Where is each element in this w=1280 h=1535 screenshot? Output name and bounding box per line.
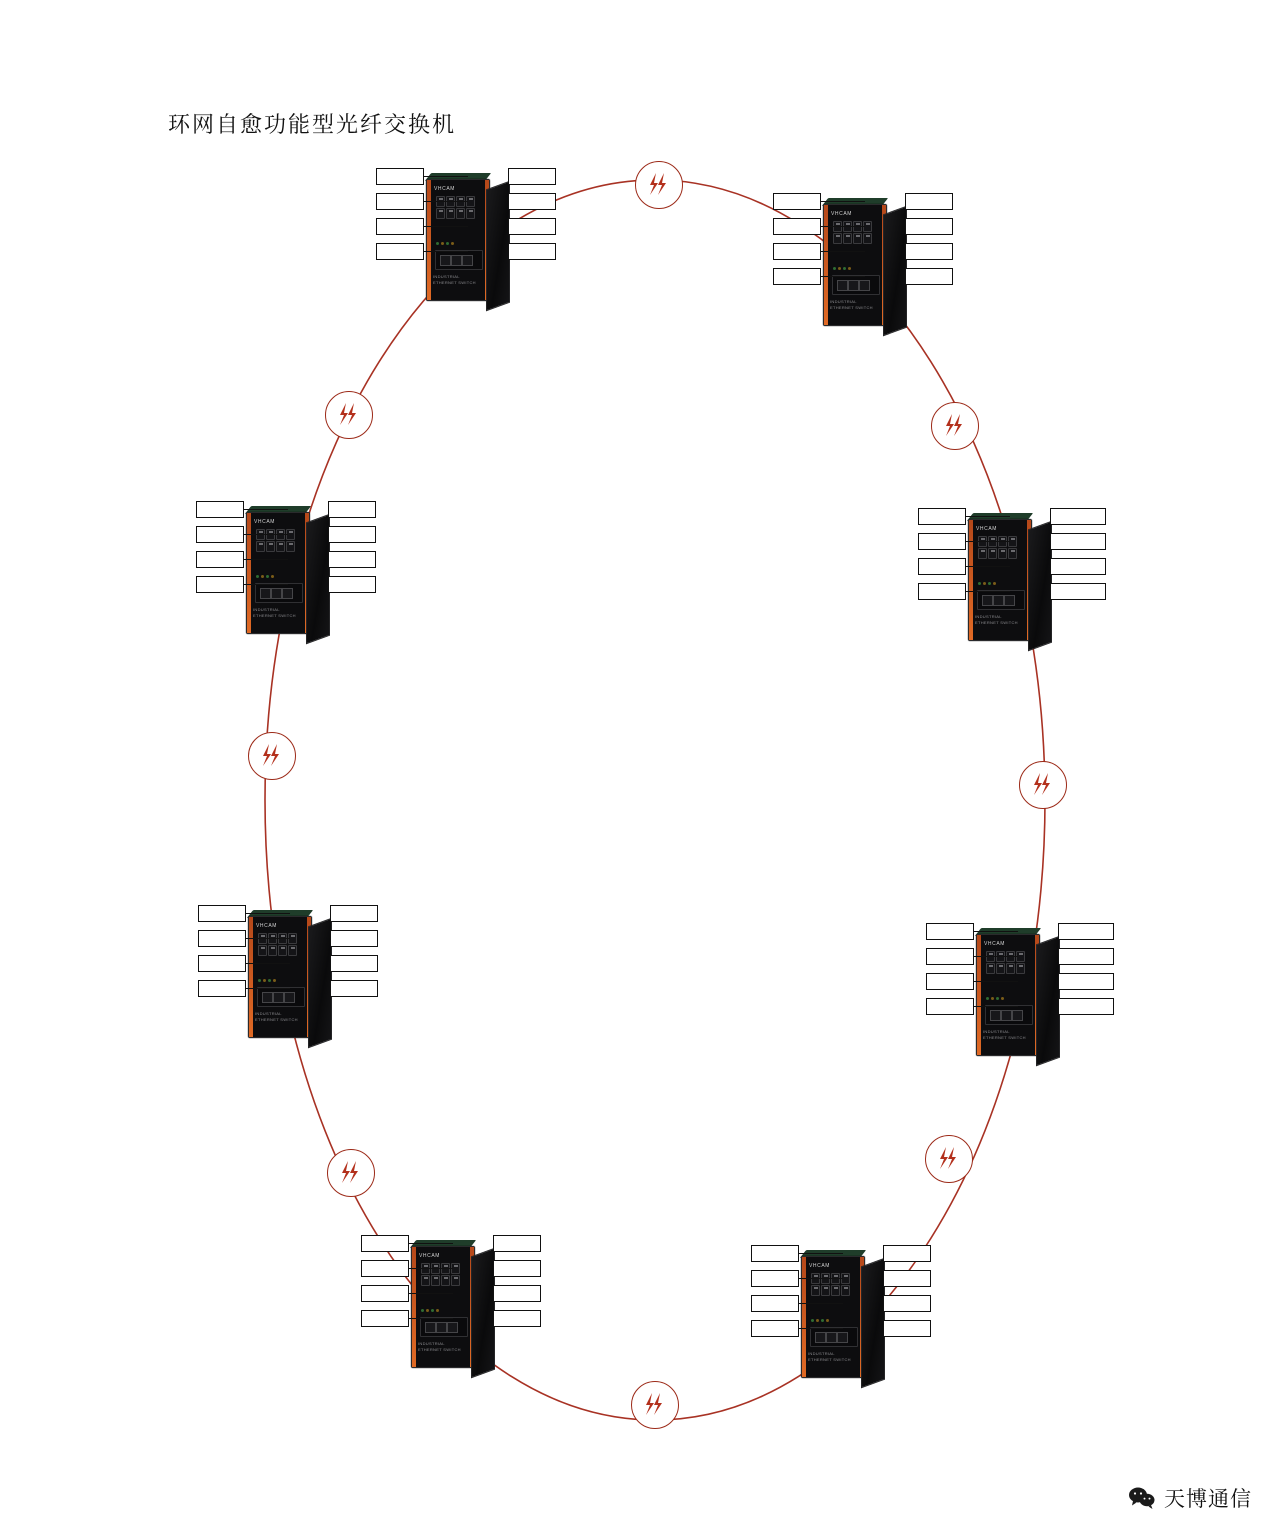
device-brand-label: VHCAM (434, 186, 456, 192)
callout-leader-line (424, 176, 468, 177)
callout-box (198, 930, 246, 947)
callout-box (926, 998, 974, 1015)
device-brand-label: VHCAM (976, 526, 998, 532)
rj45-port (431, 1275, 440, 1286)
callout-box (198, 955, 246, 972)
rj45-port (833, 233, 842, 244)
device-model-label: INDUSTRIAL ETHERNET SWITCH (433, 274, 476, 285)
device-front-panel (976, 934, 1040, 1056)
fiber-port (440, 255, 451, 266)
callout-box (751, 1270, 799, 1287)
ethernet-switch-device (823, 204, 911, 336)
rj45-port (978, 548, 987, 559)
callout-box (328, 526, 376, 543)
fiber-link-marker[interactable] (325, 391, 373, 439)
device-led-row (258, 979, 276, 982)
fiber-port (982, 595, 993, 606)
callout-leader-line (821, 226, 865, 227)
callout-leader-line (821, 201, 865, 202)
device-front-panel (248, 916, 312, 1038)
callout-leader-line (799, 1328, 843, 1329)
ethernet-switch-device (976, 934, 1064, 1066)
callout-box (330, 955, 378, 972)
device-front-panel (968, 519, 1032, 641)
status-led (833, 267, 836, 270)
callout-box (361, 1260, 409, 1277)
callout-box (918, 508, 966, 525)
status-led (436, 1309, 439, 1312)
device-model-label: INDUSTRIAL ETHERNET SWITCH (255, 1011, 298, 1022)
callout-box (883, 1320, 931, 1337)
callout-box (196, 551, 244, 568)
status-led (996, 997, 999, 1000)
callout-box (493, 1235, 541, 1252)
callout-leader-line (799, 1278, 843, 1279)
fiber-link-marker[interactable] (327, 1149, 375, 1197)
rj45-port (843, 233, 852, 244)
rj45-port (288, 945, 297, 956)
fiber-port-bay (255, 583, 303, 603)
callout-box (773, 243, 821, 260)
callout-box (905, 218, 953, 235)
callout-box (361, 1235, 409, 1252)
device-brand-label: VHCAM (254, 519, 276, 525)
callout-box (196, 501, 244, 518)
fiber-port-bay (977, 590, 1025, 610)
device-accent-stripe-left (427, 180, 431, 300)
callout-box (905, 243, 953, 260)
device-model-label: INDUSTRIAL ETHERNET SWITCH (418, 1341, 461, 1352)
device-port-grid (986, 951, 1030, 974)
rj45-port (863, 233, 872, 244)
callout-leader-line (424, 201, 468, 202)
callout-leader-line (409, 1293, 453, 1294)
callout-box (751, 1320, 799, 1337)
callout-leader-line (821, 276, 865, 277)
fiber-port (859, 280, 870, 291)
status-led (273, 979, 276, 982)
device-led-row (421, 1309, 439, 1312)
status-led (978, 582, 981, 585)
fiber-port (1012, 1010, 1023, 1021)
callout-box (1058, 998, 1114, 1015)
fiber-port (1004, 595, 1015, 606)
callout-leader-line (244, 584, 288, 585)
status-led (993, 582, 996, 585)
callout-leader-line (244, 509, 288, 510)
device-front-panel (411, 1246, 475, 1368)
footer-watermark (1128, 1483, 1252, 1513)
callout-leader-line (966, 516, 1010, 517)
status-led (271, 575, 274, 578)
device-brand-label: VHCAM (256, 923, 278, 929)
device-brand-label: VHCAM (984, 941, 1006, 947)
fiber-link-marker[interactable] (631, 1381, 679, 1429)
callout-box (198, 980, 246, 997)
rj45-port (276, 541, 285, 552)
fiber-port (436, 1322, 447, 1333)
rj45-port (266, 541, 275, 552)
device-model-label: INDUSTRIAL ETHERNET SWITCH (983, 1029, 1026, 1040)
status-led (446, 242, 449, 245)
lightning-bolt-pair-icon (249, 733, 293, 777)
rj45-port (286, 541, 295, 552)
fiber-link-marker[interactable] (1019, 761, 1067, 809)
callout-box (328, 501, 376, 518)
device-brand-label: VHCAM (809, 1263, 831, 1269)
status-led (258, 979, 261, 982)
status-led (426, 1309, 429, 1312)
fiber-port (273, 992, 284, 1003)
callout-box (508, 168, 556, 185)
wechat-icon (1128, 1486, 1156, 1510)
device-front-panel (801, 1256, 865, 1378)
status-led (266, 575, 269, 578)
status-led (838, 267, 841, 270)
device-led-row (978, 582, 996, 585)
ethernet-switch-device (411, 1246, 499, 1378)
lightning-bolt-pair-icon (1020, 762, 1064, 806)
callout-leader-line (409, 1268, 453, 1269)
device-led-row (986, 997, 1004, 1000)
status-led (983, 582, 986, 585)
device-accent-stripe-left (249, 917, 253, 1037)
device-led-row (436, 242, 454, 245)
device-accent-stripe-left (824, 205, 828, 325)
status-led (811, 1319, 814, 1322)
rj45-port (811, 1285, 820, 1296)
callout-leader-line (409, 1243, 453, 1244)
device-side-panel (486, 181, 510, 312)
device-brand-label: VHCAM (419, 1253, 441, 1259)
callout-box (905, 193, 953, 210)
rj45-port (268, 945, 277, 956)
fiber-port (262, 992, 273, 1003)
fiber-link-marker[interactable] (931, 402, 979, 450)
rj45-port (998, 548, 1007, 559)
device-front-panel (246, 512, 310, 634)
callout-box (328, 551, 376, 568)
callout-box (196, 526, 244, 543)
callout-leader-line (424, 226, 468, 227)
status-led (848, 267, 851, 270)
fiber-port (282, 588, 293, 599)
rj45-port (1008, 548, 1017, 559)
callout-leader-line (966, 541, 1010, 542)
callout-box (1050, 508, 1106, 525)
device-accent-stripe-left (969, 520, 973, 640)
fiber-link-marker[interactable] (248, 732, 296, 780)
callout-leader-line (974, 931, 1018, 932)
lightning-bolt-pair-icon (636, 162, 680, 206)
fiber-link-marker[interactable] (635, 161, 683, 209)
fiber-port-bay (985, 1005, 1033, 1025)
callout-leader-line (974, 956, 1018, 957)
fiber-port (837, 1332, 848, 1343)
callout-leader-line (799, 1303, 843, 1304)
fiber-port (826, 1332, 837, 1343)
status-led (843, 267, 846, 270)
fiber-port (425, 1322, 436, 1333)
callout-box (1058, 973, 1114, 990)
rj45-port (451, 1275, 460, 1286)
status-led (268, 979, 271, 982)
device-side-panel (861, 1258, 885, 1389)
fiber-port-bay (420, 1317, 468, 1337)
lightning-bolt-pair-icon (326, 392, 370, 436)
callout-box (1050, 583, 1106, 600)
fiber-port-bay (257, 987, 305, 1007)
callout-box (196, 576, 244, 593)
callout-box (1050, 533, 1106, 550)
device-led-row (256, 575, 274, 578)
device-accent-stripe-left (802, 1257, 806, 1377)
callout-leader-line (244, 559, 288, 560)
device-front-panel (426, 179, 490, 301)
device-side-panel (471, 1248, 495, 1379)
rj45-port (258, 945, 267, 956)
rj45-port (278, 945, 287, 956)
device-side-panel (1028, 521, 1052, 652)
rj45-port (466, 208, 475, 219)
callout-leader-line (246, 988, 290, 989)
callout-box (376, 193, 424, 210)
rj45-port (853, 233, 862, 244)
status-led (826, 1319, 829, 1322)
callout-box (926, 923, 974, 940)
callout-box (773, 193, 821, 210)
callout-box (330, 905, 378, 922)
fiber-port (271, 588, 282, 599)
fiber-port-bay (810, 1327, 858, 1347)
callout-leader-line (974, 1006, 1018, 1007)
device-accent-stripe-left (412, 1247, 416, 1367)
rj45-port (841, 1285, 850, 1296)
callout-box (328, 576, 376, 593)
device-model-label: INDUSTRIAL ETHERNET SWITCH (253, 607, 296, 618)
callout-box (883, 1270, 931, 1287)
callout-box (361, 1310, 409, 1327)
ethernet-switch-device (968, 519, 1056, 651)
lightning-bolt-pair-icon (632, 1382, 676, 1426)
callout-box (508, 243, 556, 260)
callout-box (1058, 923, 1114, 940)
device-side-panel (883, 206, 907, 337)
callout-box (918, 583, 966, 600)
callout-box (883, 1295, 931, 1312)
callout-box (493, 1285, 541, 1302)
device-model-label: INDUSTRIAL ETHERNET SWITCH (975, 614, 1018, 625)
fiber-port (284, 992, 295, 1003)
device-led-row (811, 1319, 829, 1322)
callout-box (508, 218, 556, 235)
lightning-bolt-pair-icon (926, 1136, 970, 1180)
callout-box (918, 558, 966, 575)
fiber-port-bay (435, 250, 483, 270)
callout-box (751, 1245, 799, 1262)
callout-leader-line (424, 251, 468, 252)
device-port-grid (811, 1273, 855, 1296)
rj45-port (821, 1285, 830, 1296)
ethernet-switch-device (801, 1256, 889, 1388)
device-model-label: INDUSTRIAL ETHERNET SWITCH (808, 1351, 851, 1362)
fiber-port (993, 595, 1004, 606)
callout-leader-line (246, 963, 290, 964)
rj45-port (1006, 963, 1015, 974)
device-front-panel (823, 204, 887, 326)
status-led (441, 242, 444, 245)
device-port-grid (436, 196, 480, 219)
lightning-bolt-pair-icon (328, 1150, 372, 1194)
callout-leader-line (246, 913, 290, 914)
device-port-grid (258, 933, 302, 956)
rj45-port (441, 1275, 450, 1286)
ethernet-switch-device (426, 179, 514, 311)
lightning-bolt-pair-icon (932, 403, 976, 447)
wechat-account-name: 天博通信 (1164, 1487, 1252, 1511)
device-port-grid (833, 221, 877, 244)
rj45-port (256, 541, 265, 552)
callout-box (361, 1285, 409, 1302)
fiber-port-bay (832, 275, 880, 295)
rj45-port (831, 1285, 840, 1296)
callout-box (751, 1295, 799, 1312)
status-led (451, 242, 454, 245)
callout-leader-line (966, 566, 1010, 567)
rj45-port (988, 548, 997, 559)
fiber-port (815, 1332, 826, 1343)
callout-leader-line (966, 591, 1010, 592)
status-led (256, 575, 259, 578)
fiber-port (848, 280, 859, 291)
callout-box (773, 218, 821, 235)
rj45-port (456, 208, 465, 219)
callout-leader-line (799, 1253, 843, 1254)
callout-leader-line (821, 251, 865, 252)
callout-box (926, 948, 974, 965)
callout-leader-line (244, 534, 288, 535)
rj45-port (986, 963, 995, 974)
rj45-port (446, 208, 455, 219)
rj45-port (421, 1275, 430, 1286)
callout-box (926, 973, 974, 990)
callout-leader-line (974, 981, 1018, 982)
device-model-label: INDUSTRIAL ETHERNET SWITCH (830, 299, 873, 310)
status-led (261, 575, 264, 578)
status-led (436, 242, 439, 245)
status-led (821, 1319, 824, 1322)
callout-box (376, 243, 424, 260)
device-port-grid (421, 1263, 465, 1286)
fiber-port (451, 255, 462, 266)
device-side-panel (1036, 936, 1060, 1067)
callout-box (493, 1310, 541, 1327)
device-accent-stripe-left (977, 935, 981, 1055)
callout-box (773, 268, 821, 285)
callout-box (1050, 558, 1106, 575)
device-brand-label: VHCAM (831, 211, 853, 217)
fiber-port (447, 1322, 458, 1333)
callout-box (330, 930, 378, 947)
status-led (988, 582, 991, 585)
device-port-grid (978, 536, 1022, 559)
device-side-panel (308, 918, 332, 1049)
fiber-port (1001, 1010, 1012, 1021)
page-title: 环网自愈功能型光纤交换机 (168, 112, 457, 137)
rj45-port (1016, 963, 1025, 974)
callout-box (918, 533, 966, 550)
callout-box (376, 168, 424, 185)
callout-box (508, 193, 556, 210)
callout-box (883, 1245, 931, 1262)
status-led (816, 1319, 819, 1322)
status-led (421, 1309, 424, 1312)
device-led-row (833, 267, 851, 270)
device-port-grid (256, 529, 300, 552)
ethernet-switch-device (248, 916, 336, 1048)
callout-box (1058, 948, 1114, 965)
fiber-port (837, 280, 848, 291)
callout-box (493, 1260, 541, 1277)
callout-box (376, 218, 424, 235)
callout-leader-line (246, 938, 290, 939)
callout-box (905, 268, 953, 285)
device-side-panel (306, 514, 330, 645)
fiber-port (260, 588, 271, 599)
rj45-port (436, 208, 445, 219)
status-led (986, 997, 989, 1000)
ethernet-switch-device (246, 512, 334, 644)
status-led (263, 979, 266, 982)
status-led (991, 997, 994, 1000)
fiber-port (990, 1010, 1001, 1021)
callout-box (198, 905, 246, 922)
device-accent-stripe-left (247, 513, 251, 633)
rj45-port (996, 963, 1005, 974)
callout-box (330, 980, 378, 997)
status-led (431, 1309, 434, 1312)
fiber-link-marker[interactable] (925, 1135, 973, 1183)
callout-leader-line (409, 1318, 453, 1319)
status-led (1001, 997, 1004, 1000)
fiber-port (462, 255, 473, 266)
